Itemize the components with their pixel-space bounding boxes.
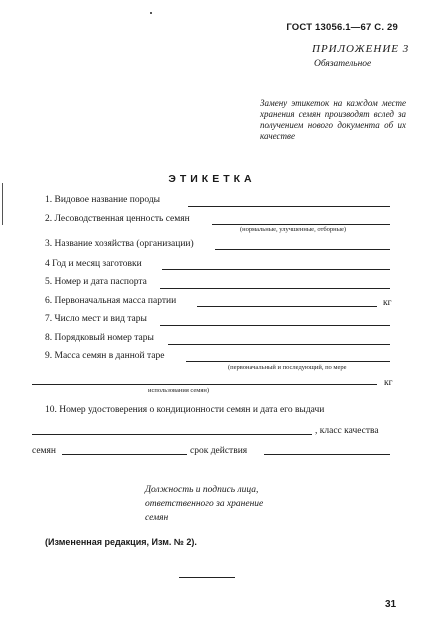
- field-10-line-1: [32, 434, 312, 435]
- signature-block: [145, 483, 263, 525]
- revision-note: (Измененная редакция, Изм. № 2).: [45, 537, 197, 547]
- field-1-label: 1. Видовое название породы: [45, 195, 161, 205]
- signature-line-2: ответственного за хранение: [145, 499, 264, 509]
- field-10-line-2: [62, 454, 187, 455]
- field-9-unit: кг: [384, 378, 393, 388]
- field-9-hint: (первоначальный и последующий, по мере: [228, 364, 347, 371]
- signature-line-3: семян: [145, 513, 169, 523]
- field-10-class-label: , класс качества: [315, 426, 379, 436]
- field-6-line: [197, 306, 377, 307]
- field-10-label: 10. Номер удостоверения о кондиционности семян и дата его выдачи: [45, 405, 325, 415]
- page-number: 31: [385, 599, 397, 610]
- field-7-label: 7. Число мест и вид тары: [45, 314, 147, 324]
- field-3-line: [215, 249, 390, 250]
- page-header: ГОСТ 13056.1—67 С. 29: [286, 22, 398, 33]
- field-2-hint: (нормальные, улучшенные, отборные): [240, 226, 347, 233]
- field-4-label: 4 Год и месяц заготовки: [45, 259, 142, 269]
- field-8-label: 8. Порядковый номер тары: [45, 333, 154, 343]
- field-9-hint-2: использования семян): [148, 387, 210, 394]
- field-9-line-2: [32, 384, 377, 385]
- field-5-label: 5. Номер и дата паспорта: [45, 277, 147, 287]
- signature-line-1: Должность и подпись лица,: [145, 485, 259, 495]
- replacement-note: Замену этикеток на каждом месте хранения семян производят вслед за получением нового документа об их качестве: [260, 98, 406, 141]
- field-10-line-3: [264, 454, 390, 455]
- field-1-line: [188, 206, 390, 207]
- scan-margin-mark: [2, 183, 3, 225]
- field-6-unit: кг: [383, 298, 392, 308]
- field-9-line: [186, 361, 390, 362]
- scan-dot: [150, 12, 152, 14]
- field-9-label: 9. Масса семян в данной таре: [45, 351, 165, 361]
- field-2-line: [212, 224, 390, 225]
- mandatory-label: Обязательное: [314, 59, 372, 69]
- field-4-line: [162, 269, 390, 270]
- field-10-seeds-label: семян: [32, 446, 57, 456]
- field-2-label: 2. Лесоводственная ценность семян: [45, 214, 190, 224]
- field-7-line: [160, 325, 390, 326]
- field-5-line: [160, 288, 390, 289]
- field-3-label: 3. Название хозяйства (организации): [45, 239, 194, 249]
- field-10-term-label: срок действия: [190, 446, 248, 456]
- end-separator: [179, 577, 235, 578]
- appendix-title: ПРИЛОЖЕНИЕ 3: [312, 43, 410, 55]
- field-8-line: [168, 344, 390, 345]
- field-6-label: 6. Первоначальная масса партии: [45, 296, 177, 306]
- label-title: ЭТИКЕТКА: [168, 173, 256, 185]
